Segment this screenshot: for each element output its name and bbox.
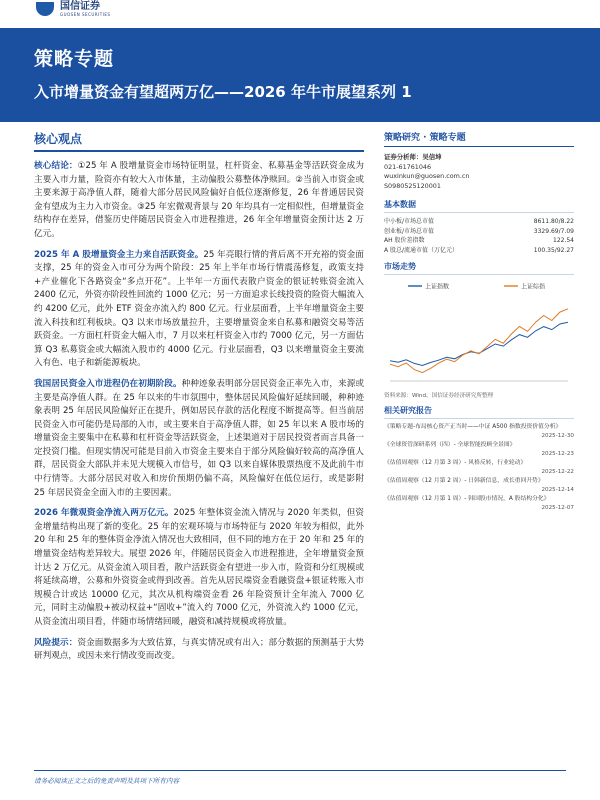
market-trend-chart — [384, 279, 574, 389]
analyst-info: 证券分析师：吴信坤 021-61761046 wuxinkun@guosen.com.cn S0980525120001 — [384, 153, 574, 191]
logo-mark-icon — [36, 2, 54, 16]
related-report[interactable]: 《策略专题-布局核心资产正当时——中证 A500 指数投资价值分析》 2025-12-30 — [384, 424, 574, 439]
related-report[interactable]: 《估值周观察（12 月第 1 周）- 韩国股市情况，A 股结构分化》 2025-12-07 — [384, 496, 574, 511]
paragraph-2026-outlook: 2026 年微观资金净流入两万亿元。2025 年整体资金流入情况与 2020 年类似，但资金增量结构出现了新的变化。25 年的宏观环境与市场特征与 2020 年较为相似，此外 20 年和 25 年的整体资金净流入情况也大致相同，但不同的地方在于 20 年和 25 年的增量资金结构差异较大。展望 2026 年，伴随居民资金入市进程推进，全年增量资金预计达 2 万亿元。从资金流入项目看，散户活跃资金有望进一步入市，险资和分红规模或将延续高增，公募和外资资金或得到改善。首先从居民端资金看融资盘+银证转账入市规模合计或达 10000 亿元，其次从机构端资金看 26 年险资预计全年流入 7000 亿元，同时主动偏股+被动权益+“固收+”流入约 7000 亿元，外资流入约 1000 亿元，从资金流出项目看，伴随市场情绪回暖，融资和减持规模或将放量。 — [34, 508, 365, 627]
related-report[interactable]: 《全球资管深研系列（四）- 全球智能投顾全景图》 2025-12-23 — [384, 442, 574, 457]
series-line-1 — [390, 309, 568, 373]
logo-subtitle: GUOSEN SECURITIES — [60, 11, 111, 17]
logo-name: 国信证券 — [60, 0, 100, 12]
report-banner — [0, 28, 600, 122]
disclaimer-footer: 请务必阅读正文之后的免责声明及其项下所有内容 — [34, 770, 566, 785]
core-view-heading: 核心观点 — [34, 130, 364, 152]
analyst-name: 吴信坤 — [422, 153, 442, 161]
analyst-email[interactable]: wuxinkun@guosen.com.cn — [384, 172, 470, 181]
report-title: 入市增量资金有望超两万亿——2026 年牛市展望系列 1 — [34, 83, 412, 101]
market-trend-heading: 市场走势 — [384, 261, 574, 275]
legend-label-0: 上证指数 — [425, 283, 450, 291]
series-line-0 — [390, 322, 568, 365]
brand-logo — [36, 0, 146, 18]
legend-label-1: 上证综指 — [521, 283, 546, 291]
basic-data-row: A 股总/流通市值（万亿元） 100.35/92.27 — [384, 246, 574, 254]
paragraph-resident-funds: 我国居民资金入市进程仍在初期阶段。种种迹象表明部分居民资金正率先入市，来源或主要是高净值人群。在 25 年以来的牛市氛围中，整体居民风险偏好延续回暖，种种迹象表明 25 年居民风险偏好正在提升，例如居民存款的活化程度不断提高等。但当前居民资金入市可能仍是局部的入市，或主要来自于高净值人群，如 25 年以来 A 股市场的增量资金主要集中在私募和杠杆资金等活跃资金，上述渠道对于居民投资者而言具备一定投资门槛。但现实情况可能是目前入市资金主要来自于部分风险偏好较高的高净值人群，居民资金大部队并未见大规模入市信号，如 Q3 以来自媒体股票热度不及此前牛市中行情等。大部分居民对收入和房价预期仍偏不高，风险偏好在低位运行，或是影附 25 年居民资金全面入市的主要因素。 — [34, 378, 364, 498]
main-content — [34, 130, 364, 671]
paragraph-conclusion: 核心结论：①25 年 A 股增量资金市场特征明显，杠杆资金、私募基金等活跃资金成为主要入市力量，险资亦有较大入市体量，主动偏股公募整体净赎回。②当前入市资金或主要来源于高净值人群，随着大部分居民风险偏好自低位逐渐修复，26 年普通居民资金有望成为主力入市资金。③25 年宏微观背景与 20 年均具有一定相似性，但增量资金结构存在差异，借鉴历史伴随居民资金入市进程推进，26 年全年增量资金预计达 2 万亿元。 — [34, 161, 364, 239]
related-reports-heading: 相关研究报告 — [384, 405, 574, 419]
chart-source: 资料来源：Wind、国信证券经济研究所整理 — [384, 393, 494, 399]
basic-data-row: 中小板/市场总市值 8611.80/8.22 — [384, 218, 574, 226]
sidebar — [384, 130, 574, 513]
basic-data-heading: 基本数据 — [384, 199, 574, 213]
related-report[interactable]: 《估值周观察（12 月第 3 周）- 风格反转，行业轮动》 2025-12-22 — [384, 460, 574, 475]
analyst-cert: S0980525120001 — [384, 181, 441, 190]
basic-data-row: AH 股价差指数 122.54 — [384, 237, 574, 245]
basic-data-row: 创业板/市场总市值 3329.69/7.09 — [384, 227, 574, 235]
analyst-phone: 021-61761046 — [384, 162, 432, 171]
related-report[interactable]: 《估值周观察（12 月第 2 周）- 日韩新信息，成长重回升势》 2025-12-14 — [384, 478, 574, 493]
paragraph-2025-funds: 2025 年 A 股增量资金主力来自活跃资金。25 年亮眼行情的背后离不开充裕的资金面支撑，25 年的资金入市可分为两个阶段：25 年上半年市场行情震荡修复，政策支持+产业催化下各路资金“多点开花”。上半年一方面代表散户资金的银证转账资金流入 2400 亿元，外资亦阶段性回流约 1000 亿元；另一方面追求长线投资的险资大幅流入约 4200 亿元，此外 ETF 资金亦流入约 800 亿元。行业层面看，上半年增量资金主要流入科技和红利板块。Q3 以来市场放量拉升，主要增量资金来自私募和融资交易等活跃资金。一方面杠杆资金大幅入市，7 月以来杠杆资金入市约 7000 亿元，另一方面估算 Q3 私募资金或大幅流入股市约 4000 亿元。行业层面看，Q3 以来增量资金主要流入有色、电子和新能源板块。 — [34, 249, 365, 369]
report-category: 策略研究 · 策略专题 — [384, 130, 574, 147]
paragraph-risk: 风险提示：资金面数据多为大致估算，与真实情况或有出入；部分数据的预测基于大势研判观点，或因未来行情改变而改变。 — [34, 637, 364, 662]
report-type: 策略专题 — [34, 48, 115, 70]
market-trend-svg — [384, 279, 574, 389]
